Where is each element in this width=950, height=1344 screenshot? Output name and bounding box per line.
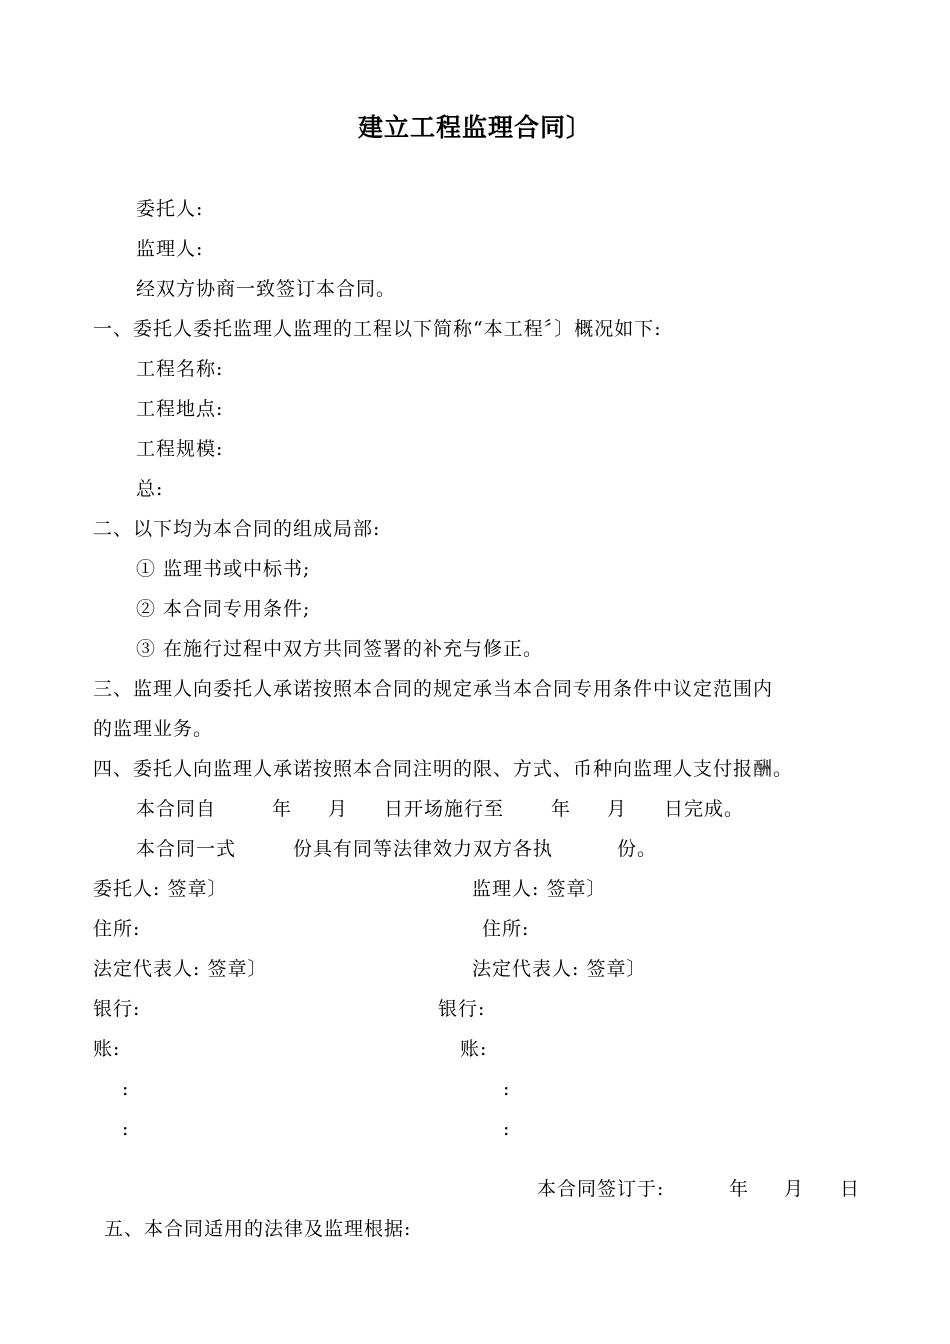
period-prefix: 本合同自 — [136, 798, 217, 820]
copies-suffix: 份。 — [617, 838, 658, 860]
project-name-label: 工程名称: — [136, 358, 224, 380]
left-line-7: : — [122, 1118, 130, 1140]
supervisor-label: 监理人: — [136, 238, 204, 260]
signed-date-month: 月 — [784, 1178, 805, 1200]
list-item-2: ② 本合同专用条件; — [136, 598, 311, 620]
right-account: 账: — [460, 1038, 488, 1060]
period-year-2: 年 — [551, 798, 572, 820]
left-address: 住所: — [93, 918, 141, 940]
clause-2: 二、以下均为本合同的组成局部: — [93, 518, 381, 540]
clause-3-line-1: 三、监理人向委托人承诺按照本合同的规定承当本合同专用条件中议定范围内 — [93, 678, 774, 700]
list-item-1: ① 监理书或中标书; — [136, 558, 311, 580]
period-month-2: 月 — [607, 798, 628, 820]
left-legal-rep: 法定代表人: 签章〕 — [93, 958, 268, 980]
signed-date-year: 年 — [729, 1178, 750, 1200]
copies-prefix: 本合同一式 — [136, 838, 237, 860]
clause-3-line-2: 的监理业务。 — [93, 718, 214, 740]
right-line-6: : — [503, 1078, 511, 1100]
project-location-label: 工程地点: — [136, 398, 224, 420]
period-end: 日完成。 — [664, 798, 745, 820]
clause-5: 五、本合同适用的法律及监理根据: — [104, 1218, 412, 1240]
left-account: 账: — [93, 1038, 121, 1060]
left-bank: 银行: — [93, 998, 141, 1020]
period-start: 日开场施行至 — [384, 798, 505, 820]
left-party-signature: 委托人: 签章〕 — [93, 878, 228, 900]
right-party-signature: 监理人: 签章〕 — [472, 878, 607, 900]
signed-date-day: 日 — [840, 1178, 861, 1200]
project-scale-label: 工程规模: — [136, 438, 224, 460]
period-year-1: 年 — [272, 798, 293, 820]
list-item-3: ③ 在施行过程中双方共同签署的补充与修正。 — [136, 638, 544, 660]
right-line-7: : — [503, 1118, 511, 1140]
period-month-1: 月 — [328, 798, 349, 820]
right-legal-rep: 法定代表人: 签章〕 — [472, 958, 647, 980]
right-address: 住所: — [482, 918, 530, 940]
left-line-6: : — [122, 1078, 130, 1100]
document-title: 建立工程监理合同〕 — [357, 113, 592, 142]
total-label: 总: — [136, 478, 164, 500]
right-bank: 银行: — [438, 998, 486, 1020]
signed-date-prefix: 本合同签订于: — [537, 1178, 665, 1200]
agreement-text: 经双方协商一致签订本合同。 — [136, 278, 397, 300]
clause-4: 四、委托人向监理人承诺按照本合同注明的限、方式、币种向监理人支付报酬。 — [93, 758, 794, 780]
client-label: 委托人: — [136, 198, 204, 220]
copies-middle: 份具有同等法律效力双方各执 — [293, 838, 554, 860]
clause-1: 一、委托人委托监理人监理的工程以下简称“本工程〞〕概况如下: — [93, 318, 662, 340]
